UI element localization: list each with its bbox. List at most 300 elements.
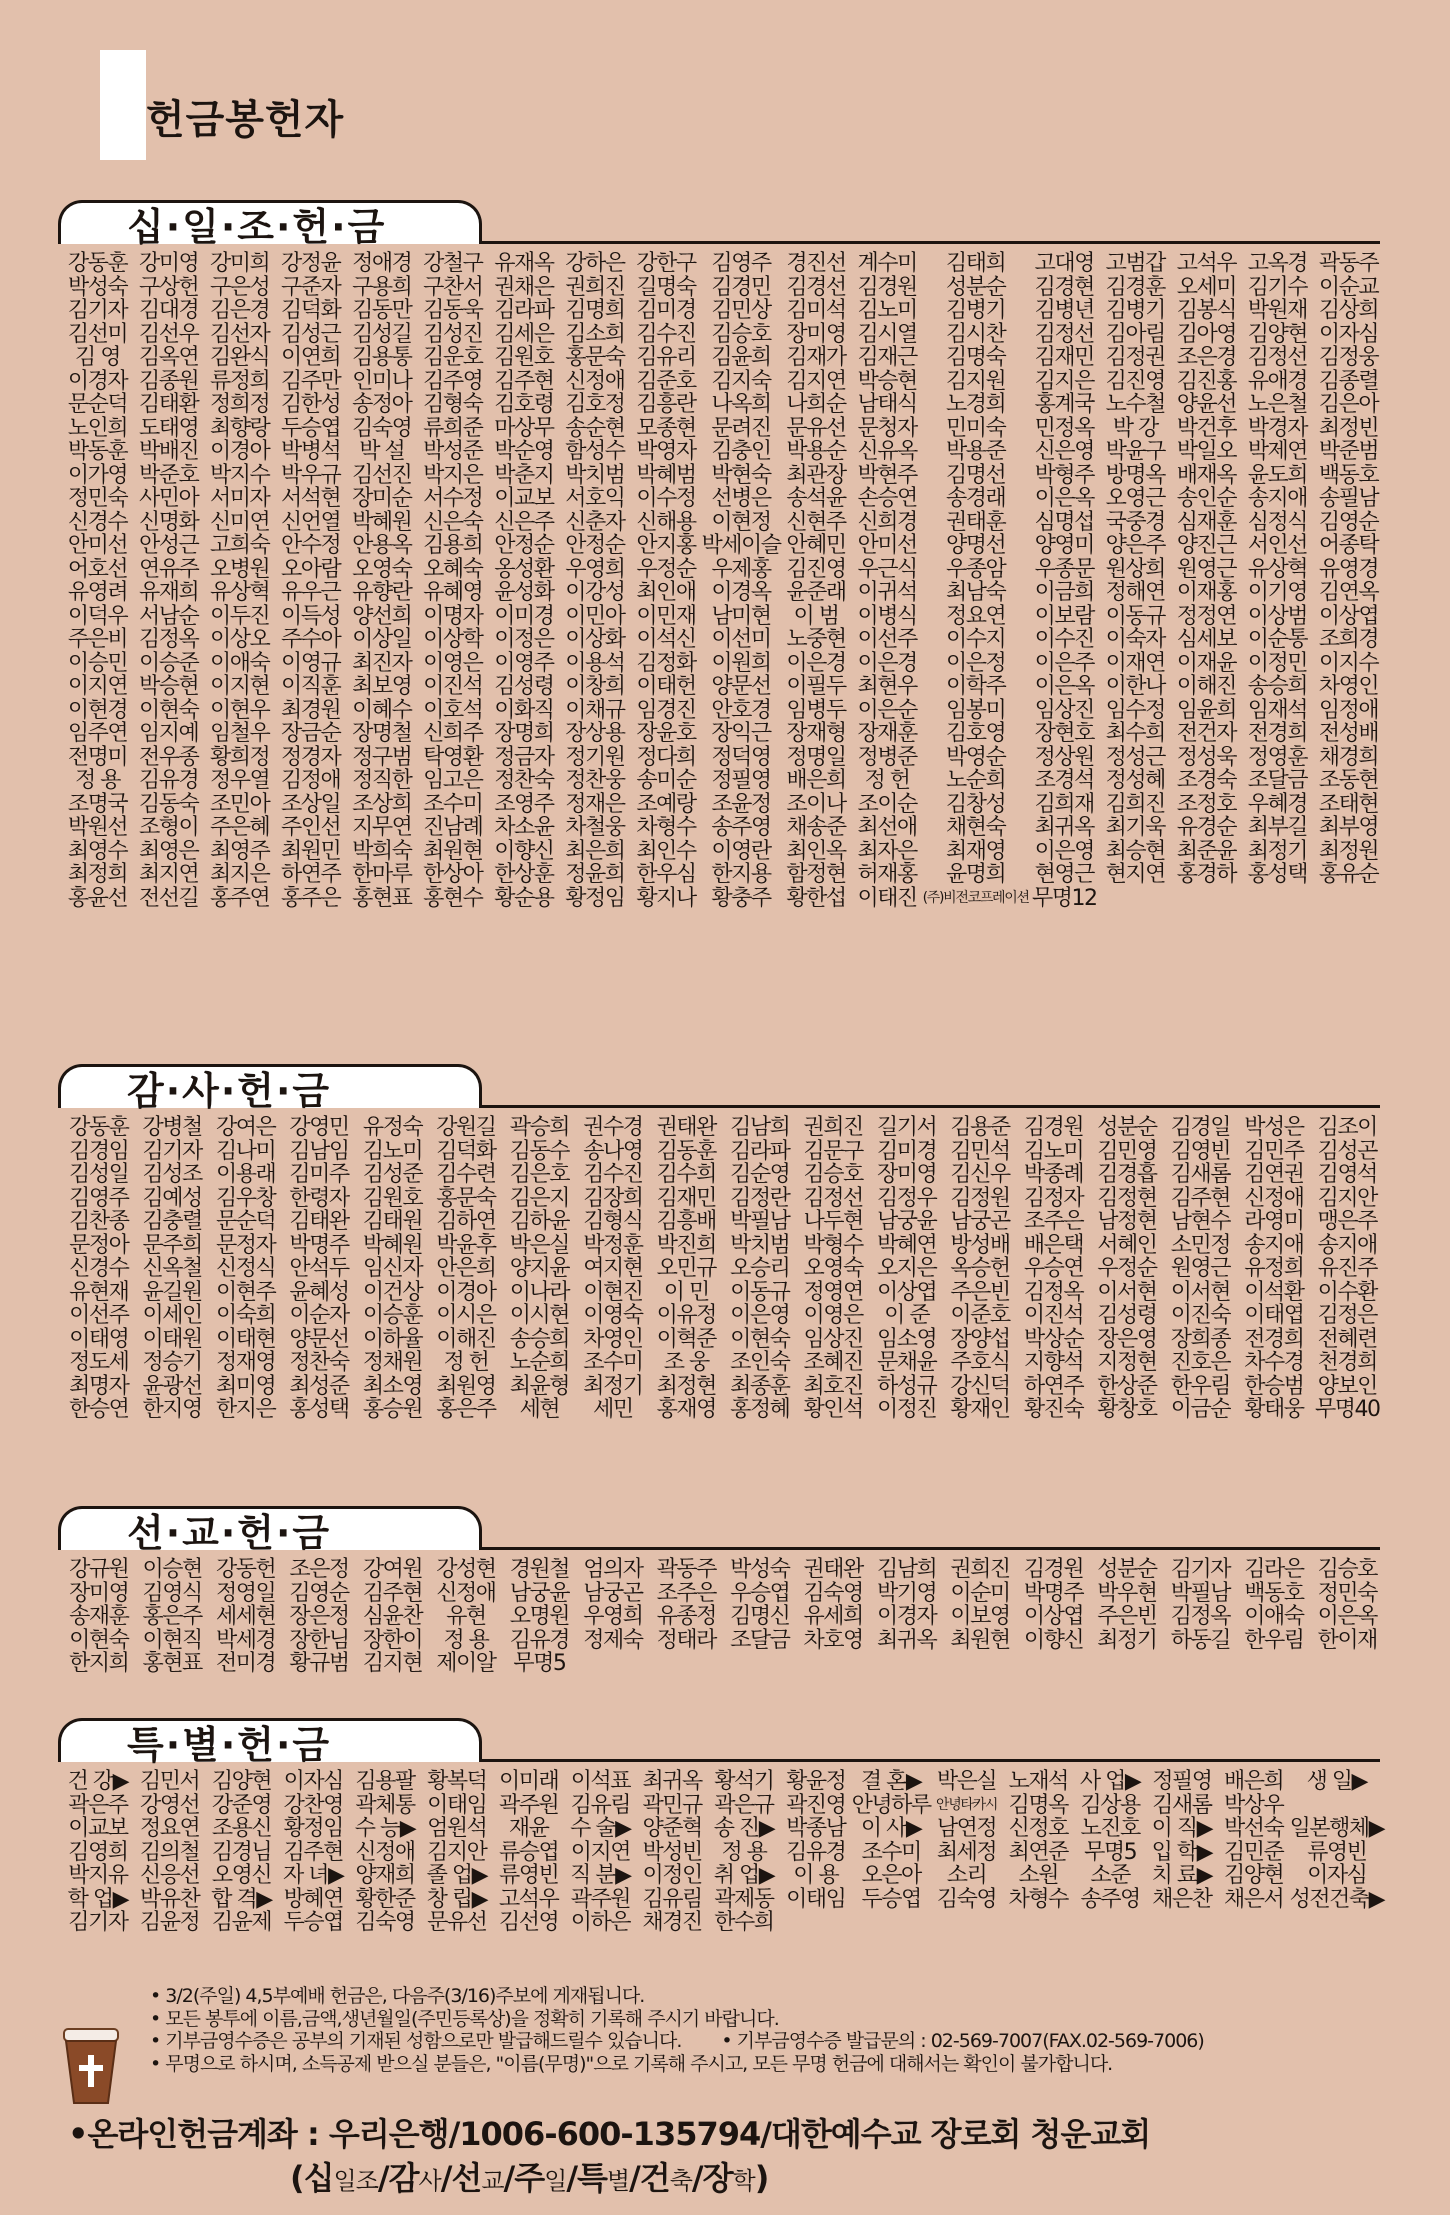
donor-name: 양문선 xyxy=(289,1326,349,1352)
donor-name: 한마루 xyxy=(352,862,412,887)
donor-name: 양보인 xyxy=(1317,1373,1377,1399)
donor-name: 김윤희 xyxy=(711,345,771,370)
donor-name: 이태진 xyxy=(857,885,917,911)
donor-name: 김충렬 xyxy=(142,1209,202,1234)
donor-name: 김은지 xyxy=(509,1185,570,1211)
donor-name: 강하은 xyxy=(565,251,625,276)
donor-name: 무명5 xyxy=(1084,1839,1137,1865)
donor-name: 지무연 xyxy=(352,815,412,840)
donor-name: 김지현 xyxy=(362,1651,423,1676)
donor-name: 구찬서 xyxy=(423,274,483,300)
donor-name: 한수희 xyxy=(714,1910,774,1935)
donor-name: 결 혼▶ xyxy=(860,1769,922,1794)
donor-name: 이현경 xyxy=(67,697,128,723)
donor-name: 이진석 xyxy=(1023,1303,1084,1328)
donor-name: 자 녀▶ xyxy=(283,1863,344,1888)
donor-name: 이수진 xyxy=(1034,627,1094,652)
donor-name: 문정자 xyxy=(215,1232,276,1258)
donor-name: 박유찬 xyxy=(140,1886,200,1912)
donor-name: 고범갑 xyxy=(1105,251,1165,276)
donor-name: 신응선 xyxy=(140,1863,200,1888)
donor-name: 이직훈 xyxy=(281,674,341,699)
donor-name: 송지애 xyxy=(1317,1232,1377,1258)
donor-name: 김영빈 xyxy=(1170,1138,1231,1164)
donor-name: 서미자 xyxy=(209,486,270,511)
donor-name: 권태훈 xyxy=(946,509,1006,535)
donor-name: 정우열 xyxy=(209,768,270,793)
donor-name: 조상일 xyxy=(281,791,341,817)
donor-name: 김지안 xyxy=(1317,1185,1377,1211)
donor-name: 강여원 xyxy=(362,1557,423,1582)
donor-name xyxy=(1100,887,1171,911)
donor-name: 주인선 xyxy=(281,815,341,840)
online-offering-account: •온라인헌금계좌 : 우리은행/1006-600-135794/대한예수교 장로회 청운교회 xyxy=(68,2115,1151,2153)
donor-name: 김승호 xyxy=(803,1162,863,1187)
donor-name: 임철우 xyxy=(209,721,270,746)
donor-name: 홍현표 xyxy=(352,885,412,911)
donor-name: 이혜수 xyxy=(352,697,412,723)
donor-name: 조명국 xyxy=(67,791,128,817)
donor-name: 남궁윤 xyxy=(509,1580,570,1606)
donor-name: 이 범 xyxy=(793,603,839,629)
donor-name: 정경자 xyxy=(281,744,341,770)
donor-name: 오은아 xyxy=(861,1863,921,1888)
donor-name: 이상엽 xyxy=(1318,603,1379,629)
donor-name: 박현숙 xyxy=(711,462,771,488)
donor-name: 이진석 xyxy=(423,674,483,699)
donor-name: 신정애 xyxy=(1244,1185,1304,1211)
donor-name: 이세인 xyxy=(142,1303,202,1328)
donor-name: 노은철 xyxy=(1247,392,1308,417)
donor-name: 전미경 xyxy=(215,1651,276,1676)
donor-name: 무명40 xyxy=(1315,1397,1380,1422)
donor-name: 이 준 xyxy=(884,1303,930,1328)
donor-name: 김재근 xyxy=(857,345,917,370)
donor-name: 안호경 xyxy=(711,697,771,723)
donor-name: 김용통 xyxy=(352,345,412,370)
donor-name: 이상학 xyxy=(423,627,483,652)
donor-name: 김기자 xyxy=(68,1910,128,1935)
donor-name: 조인숙 xyxy=(730,1350,790,1375)
donor-name: 박혜원 xyxy=(352,509,412,535)
donor-name: 이상화 xyxy=(565,627,625,652)
donor-name: 최정현 xyxy=(656,1373,716,1399)
donor-name: 박세경 xyxy=(215,1627,276,1653)
donor-name: 김순영 xyxy=(730,1162,790,1187)
donor-name: 조정호 xyxy=(1176,791,1236,817)
donor-name: 신희경 xyxy=(857,509,917,535)
donor-name: 조경석 xyxy=(1034,768,1094,793)
donor-name: 정성욱 xyxy=(1176,744,1236,770)
donor-name: 성분순 xyxy=(1097,1115,1157,1140)
donor-name: 김경민 xyxy=(711,274,771,300)
donor-name: 조달금 xyxy=(730,1627,790,1653)
donor-name: 문유선 xyxy=(427,1910,487,1935)
donor-name: 김진홍 xyxy=(1176,368,1236,394)
donor-name: 김명옥 xyxy=(1008,1792,1068,1818)
donor-name: 강미희 xyxy=(209,251,270,276)
donor-name: 정해연 xyxy=(1105,580,1165,605)
donor-name: 임상진 xyxy=(1034,697,1094,723)
section-title: 특·별·헌·금 xyxy=(58,1718,482,1762)
donor-name: 정제숙 xyxy=(583,1627,643,1653)
donor-name: 이태임 xyxy=(786,1886,846,1912)
donor-name: 송주영 xyxy=(711,815,771,840)
donor-name: 박용순 xyxy=(786,439,846,464)
donor-name: 이화직 xyxy=(494,697,554,723)
donor-name: 고옥경 xyxy=(1247,251,1308,276)
notes-block xyxy=(60,1985,1390,2210)
donor-name: 박준범 xyxy=(1318,439,1379,464)
donor-name: 윤길원 xyxy=(142,1279,202,1305)
donor-name: 소리 xyxy=(946,1863,987,1888)
donor-name: 안용옥 xyxy=(352,533,412,558)
donor-name: 이은옥 xyxy=(1317,1604,1377,1629)
account-category-separator: ) xyxy=(754,2159,769,2197)
donor-name: 박 강 xyxy=(1112,415,1158,441)
donor-name: 장금순 xyxy=(281,721,341,746)
donor-name: 김경원 xyxy=(857,274,917,300)
donor-name: 이향신 xyxy=(494,838,554,864)
donor-name: 김라파 xyxy=(494,298,554,323)
donor-name: 곽제동 xyxy=(714,1886,774,1912)
donor-name: 김태희 xyxy=(946,251,1006,276)
donor-name: 구준자 xyxy=(281,274,341,300)
donor-name: 안정순 xyxy=(565,533,625,558)
donor-name: 김진영 xyxy=(1105,368,1165,394)
donor-name: 선병은 xyxy=(711,486,771,511)
donor-name: 조상희 xyxy=(352,791,412,817)
donor-name: 황태웅 xyxy=(1244,1397,1304,1422)
donor-name: 임병두 xyxy=(786,697,846,723)
donor-name: 임소영 xyxy=(876,1326,937,1352)
donor-name: 심정식 xyxy=(1247,509,1308,535)
donor-name: 홍현표 xyxy=(142,1651,202,1676)
donor-name: 최원영 xyxy=(436,1373,496,1399)
donor-name: 박성은 xyxy=(1244,1115,1304,1140)
account-category-separator: / xyxy=(691,2159,703,2197)
donor-name: 이지수 xyxy=(1318,650,1379,676)
donor-name: 김성조 xyxy=(142,1162,202,1187)
donor-name: 김경일 xyxy=(1170,1115,1231,1140)
donor-name: 이승민 xyxy=(67,650,128,676)
donor-name: 임주연 xyxy=(67,721,128,746)
donor-name: 정 용 xyxy=(721,1839,767,1865)
donor-name: 김선영 xyxy=(498,1910,559,1935)
donor-name: 신명화 xyxy=(138,509,199,535)
donor-name: 신유옥 xyxy=(857,439,917,464)
donor-name: 김민상 xyxy=(711,298,771,323)
donor-name: 고희숙 xyxy=(209,533,270,558)
donor-name: 박필남 xyxy=(730,1209,790,1234)
account-category-separator: / xyxy=(377,2159,389,2197)
donor-name: 최자은 xyxy=(857,838,917,864)
donor-name: 전선길 xyxy=(138,885,199,911)
donor-name: 조태현 xyxy=(1318,791,1379,817)
donor-name: 임고은 xyxy=(423,768,483,793)
donor-name: 홍성택 xyxy=(1247,862,1308,887)
donor-name: 정민숙 xyxy=(1317,1580,1377,1606)
donor-name: 강동헌 xyxy=(215,1557,276,1582)
donor-name: 차소윤 xyxy=(494,815,554,840)
donor-name: 구용희 xyxy=(352,274,412,300)
donor-name: 채송준 xyxy=(786,815,846,840)
donor-name: 이자심 xyxy=(1307,1863,1367,1888)
donor-name: 김주만 xyxy=(281,368,341,394)
donor-name: 윤준래 xyxy=(786,580,846,605)
donor-name: 박기영 xyxy=(876,1580,937,1606)
donor-name: 홍문숙 xyxy=(436,1185,496,1211)
donor-name: 김유림 xyxy=(570,1792,630,1818)
donor-name: 이애숙 xyxy=(1244,1604,1304,1629)
donor-name: 황윤정 xyxy=(786,1769,846,1794)
donor-name: 수 능▶ xyxy=(354,1816,416,1841)
donor-name: 정애경 xyxy=(352,251,412,276)
donor-name: 권희진 xyxy=(565,274,625,300)
donor-name: 최현우 xyxy=(857,674,917,699)
donor-name: 강미영 xyxy=(138,251,199,276)
donor-name: 양지윤 xyxy=(509,1256,570,1281)
donor-name: 이경아 xyxy=(209,439,270,464)
donor-name: 박동훈 xyxy=(67,439,128,464)
donor-name: 김태원 xyxy=(362,1209,423,1234)
donor-name: 이상오 xyxy=(209,627,270,652)
donor-name: 이진숙 xyxy=(1170,1303,1231,1328)
donor-name: 박형주 xyxy=(1034,462,1094,488)
donor-name: 신언열 xyxy=(281,509,341,535)
donor-name: 문순덕 xyxy=(215,1209,276,1234)
donor-name: 최진자 xyxy=(352,650,412,676)
donor-name: 임신자 xyxy=(362,1256,423,1281)
donor-name: 김명희 xyxy=(565,298,625,323)
donor-name: 김희재 xyxy=(1034,791,1094,817)
donor-name: 이덕우 xyxy=(67,603,128,629)
donor-name: 방성배 xyxy=(950,1232,1010,1258)
account-category-rest: 사 xyxy=(418,2167,441,2195)
donor-name: 최향랑 xyxy=(209,415,270,441)
donor-name: 정다희 xyxy=(636,744,696,770)
donor-name: 정재은 xyxy=(565,791,625,817)
donor-name: 주은혜 xyxy=(209,815,270,840)
account-category-rest: 일 xyxy=(544,2167,567,2195)
donor-name: 양은주 xyxy=(1105,533,1165,558)
donor-name: 최보영 xyxy=(352,674,412,699)
donor-name: 윤명희 xyxy=(946,862,1006,887)
donor-name: 이한나 xyxy=(1105,674,1165,699)
donor-name: 유현재 xyxy=(69,1279,129,1305)
donor-name: 김성령 xyxy=(1097,1303,1157,1328)
donor-name: 최재영 xyxy=(946,838,1006,864)
donor-name: 장명철 xyxy=(352,721,412,746)
donor-name: 옹성환 xyxy=(494,556,554,582)
donor-name: 김민석 xyxy=(950,1138,1010,1164)
donor-name: 이상일 xyxy=(352,627,412,652)
donor-name: 학 업▶ xyxy=(67,1886,129,1912)
donor-name xyxy=(870,1652,943,1676)
donor-name: 이선주 xyxy=(69,1303,129,1328)
donor-name: 합 격▶ xyxy=(211,1886,272,1912)
donor-name: 이영은 xyxy=(803,1303,863,1328)
donor-name: 장미영 xyxy=(69,1580,129,1606)
donor-name: 김흥란 xyxy=(636,392,696,417)
donor-name: 양재희 xyxy=(355,1863,415,1888)
donor-name: 임정애 xyxy=(1318,697,1379,723)
donor-name: 유상혁 xyxy=(209,580,270,605)
donor-name: 조 웅 xyxy=(663,1350,709,1375)
donor-name: 김유경 xyxy=(509,1627,570,1653)
donor-name: 최귀옥 xyxy=(876,1627,937,1653)
donor-name: 이해진 xyxy=(436,1326,496,1352)
donor-name: 배은희 xyxy=(786,768,846,793)
donor-name: 세민 xyxy=(593,1397,633,1422)
donor-name: 노경희 xyxy=(946,392,1006,417)
donor-name: 이교보 xyxy=(68,1816,128,1841)
donor-name: 유상혁 xyxy=(1247,556,1308,582)
donor-name: 강병철 xyxy=(142,1115,202,1140)
donor-name: 김주현 xyxy=(494,368,554,394)
section-title: 십·일·조·헌·금 xyxy=(58,200,482,244)
donor-name: 이태원 xyxy=(142,1326,202,1352)
donor-name: 생 일▶ xyxy=(1306,1769,1367,1794)
donor-name: 무명12 xyxy=(1032,885,1097,911)
donor-name: 황순용 xyxy=(494,885,554,911)
donor-name: 박건후 xyxy=(1176,415,1236,441)
donor-name: 한승연 xyxy=(69,1397,129,1422)
donor-name: 김나미 xyxy=(215,1138,276,1164)
donor-name: 김상용 xyxy=(1080,1792,1140,1818)
donor-name: 이은옥 xyxy=(1034,674,1094,699)
donor-name: 라영미 xyxy=(1244,1209,1304,1234)
donor-name: 천경희 xyxy=(1317,1350,1377,1375)
donor-name: 방명옥 xyxy=(1105,462,1165,488)
donor-name: 박혜범 xyxy=(636,462,696,488)
donor-name: 황한준 xyxy=(355,1886,415,1912)
donor-name: 조주은 xyxy=(656,1580,716,1606)
donor-name: 김호정 xyxy=(565,392,625,417)
donor-name: 김세은 xyxy=(494,321,554,347)
donor-name: 문채윤 xyxy=(876,1350,937,1375)
donor-name: 정덕영 xyxy=(711,744,771,770)
donor-name: 김장희 xyxy=(583,1185,643,1211)
donor-name: 박명주 xyxy=(289,1232,349,1258)
donor-name: 박현주 xyxy=(857,462,917,488)
donor-name: 진남례 xyxy=(423,815,483,840)
donor-name: 윤광선 xyxy=(142,1373,202,1399)
donor-name: 김주현 xyxy=(362,1580,423,1606)
donor-name: 황인석 xyxy=(803,1397,863,1422)
donor-name: 박세이슬 xyxy=(701,533,781,558)
account-category-bold: 주 xyxy=(514,2159,545,2197)
donor-name: 차호영 xyxy=(803,1627,863,1653)
donor-name: 김한성 xyxy=(281,392,341,417)
donor-name: 정필영 xyxy=(1152,1769,1212,1794)
donor-name: 김수진 xyxy=(636,321,696,347)
donor-name: 이숙희 xyxy=(215,1303,276,1328)
account-category-separator: / xyxy=(566,2159,577,2197)
account-category-bold: 특 xyxy=(577,2159,607,2197)
donor-name: 소민정 xyxy=(1170,1232,1231,1258)
donor-name: 신정식 xyxy=(215,1256,276,1281)
offering-bag-icon xyxy=(60,2025,122,2107)
donor-name: 우정순 xyxy=(1097,1256,1157,1281)
donor-name: 남정현 xyxy=(1097,1209,1157,1234)
donor-name: 이태현 xyxy=(215,1326,276,1352)
donor-name: 신미연 xyxy=(209,509,270,535)
donor-name: 이 용 xyxy=(793,1863,839,1888)
donor-name: 마상무 xyxy=(494,415,554,441)
donor-name: 박성숙 xyxy=(67,274,128,300)
donor-name: 양명선 xyxy=(946,533,1006,558)
donor-name: 김종렬 xyxy=(1318,368,1379,394)
donor-name: 송나영 xyxy=(583,1138,643,1164)
donor-name: 김정선 xyxy=(1247,345,1308,370)
donor-name: 박선숙 xyxy=(1224,1816,1284,1841)
donor-name: 이태영 xyxy=(69,1326,129,1352)
donor-name: 강정윤 xyxy=(281,251,341,276)
donor-name: 김새롬 xyxy=(1170,1162,1231,1187)
donor-name: 정명일 xyxy=(786,744,846,770)
donor-name: 이순자 xyxy=(289,1303,349,1328)
donor-name: 정채원 xyxy=(362,1350,423,1375)
donor-name: 이은옥 xyxy=(1034,486,1094,511)
donor-name: 진호은 xyxy=(1170,1350,1231,1375)
donor-name: 장한이 xyxy=(362,1627,423,1653)
donor-name: 이은경 xyxy=(857,650,917,676)
donor-name: 최세정 xyxy=(936,1839,997,1865)
donor-name: 신은숙 xyxy=(423,509,483,535)
donor-name: 길기서 xyxy=(876,1115,937,1140)
donor-name: 이영란 xyxy=(711,838,771,864)
donor-name: 임수정 xyxy=(1105,697,1165,723)
donor-name: 이은정 xyxy=(946,650,1006,676)
donor-name: 장명희 xyxy=(494,721,554,746)
donor-name: 이경자 xyxy=(876,1604,937,1629)
donor-name: 안녕하루 xyxy=(851,1792,931,1818)
donor-name: 이현숙 xyxy=(730,1326,790,1352)
donor-name: 우혜경 xyxy=(1247,791,1308,817)
donor-name: 강여은 xyxy=(215,1115,276,1140)
donor-name: 박성빈 xyxy=(642,1839,702,1865)
donor-name: 김노미 xyxy=(1023,1138,1084,1164)
donor-name: 이명자 xyxy=(423,603,483,629)
donor-name: 박상순 xyxy=(1023,1326,1084,1352)
donor-name xyxy=(943,1652,1016,1676)
donor-name: 신은영 xyxy=(1034,439,1094,464)
donor-name: 이귀석 xyxy=(857,580,917,605)
donor-name: 송석윤 xyxy=(786,486,846,511)
donor-name: 박은실 xyxy=(509,1232,570,1258)
donor-name: 차형수 xyxy=(636,815,696,840)
donor-name: 김영순 xyxy=(1318,509,1379,535)
donor-name: 이영주 xyxy=(494,650,554,676)
donor-name: 이정민 xyxy=(1247,650,1308,676)
donor-name: 강신덕 xyxy=(950,1373,1010,1399)
donor-name: 박원선 xyxy=(67,815,128,840)
donor-name: 김성진 xyxy=(423,321,483,347)
donor-name: 사민아 xyxy=(138,486,199,511)
donor-name: 안은희 xyxy=(436,1256,496,1281)
donor-name: 정재영 xyxy=(215,1350,276,1375)
donor-name: 무명5 xyxy=(513,1651,566,1676)
donor-name: 고석우 xyxy=(1176,251,1236,276)
donor-name: 최귀옥 xyxy=(1034,815,1094,840)
donor-name: 유경순 xyxy=(1176,815,1236,840)
donor-name: 박명주 xyxy=(1023,1580,1084,1606)
donor-name: 이득성 xyxy=(281,603,341,629)
donor-name: 이은영 xyxy=(1034,838,1094,864)
donor-name: 정승기 xyxy=(142,1350,202,1375)
donor-name: 최관장 xyxy=(786,462,846,488)
